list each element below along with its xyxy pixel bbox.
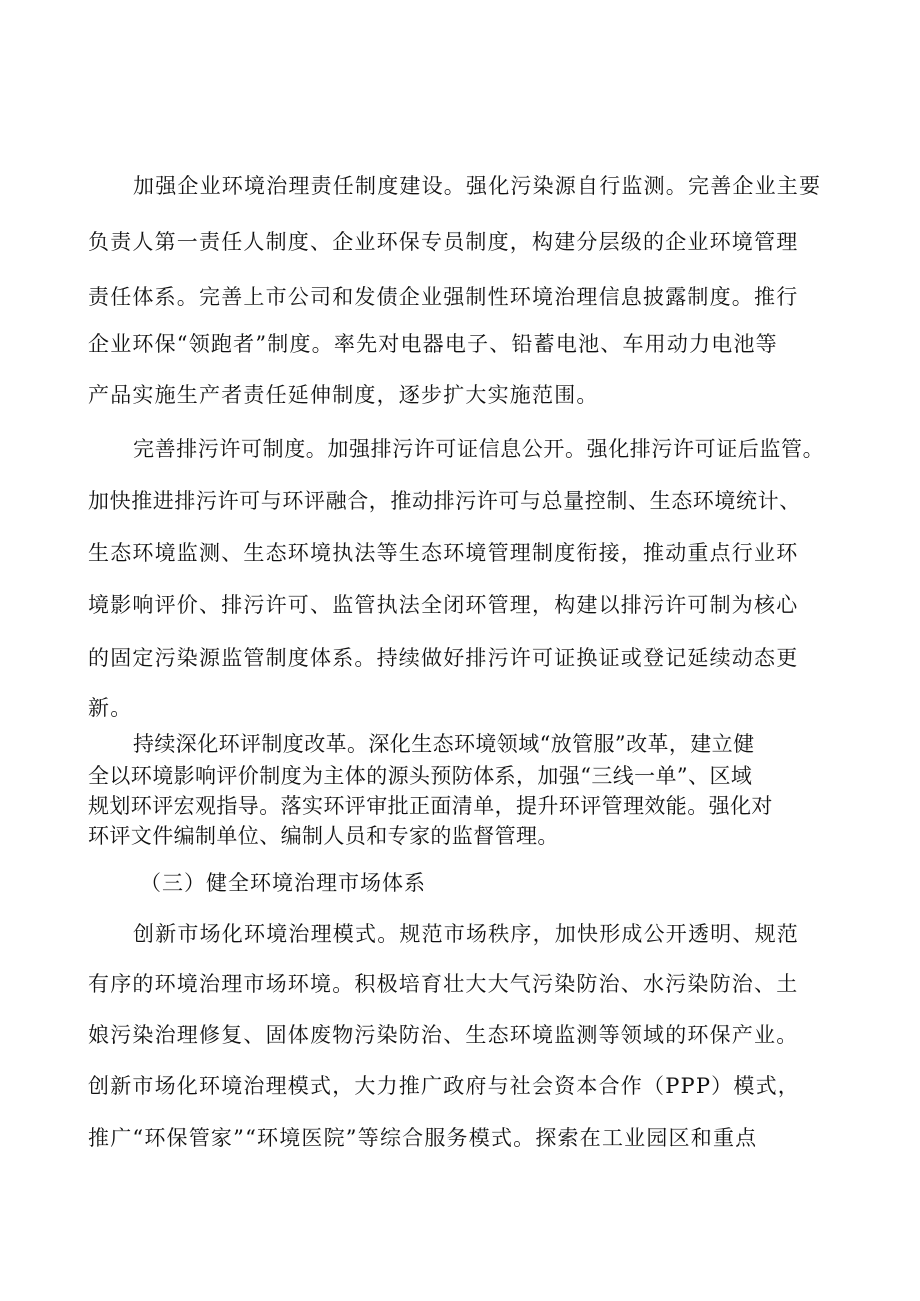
paragraph-line: 创新市场化环境治理模式，大力推广政府与社会资本合作（PPP）模式， [88, 1074, 800, 1098]
paragraph-line: 环评文件编制单位、编制人员和专家的监督管理。 [88, 824, 559, 848]
paragraph-line: 产品实施生产者责任延伸制度，逐步扩大实施范围。 [88, 383, 599, 407]
paragraph-line: 新。 [88, 696, 133, 720]
paragraph-line: 加强企业环境治理责任制度建设。强化污染源自行监测。完善企业主要 [133, 174, 822, 198]
paragraph-line: 娘污染治理修复、固体废物污染防治、生态环境监测等领域的环保产业。 [88, 1023, 799, 1047]
paragraph-line: 加快推进排污许可与环评融合，推动排污许可与总量控制、生态环境统计、 [88, 489, 801, 513]
paragraph-line: 全以环境影响评价制度为主体的源头预防体系，加强“三线一单”、区域 [88, 764, 753, 788]
paragraph-line: 创新市场化环境治理模式。规范市场秩序，加快形成公开透明、规范 [133, 922, 799, 946]
paragraph-line: 持续深化环评制度改革。深化生态环境领域“放管服”改革，建立健 [133, 732, 755, 756]
paragraph-line: 规划环评宏观指导。落实环评审批正面清单，提升环评管理效能。强化对 [88, 794, 773, 818]
paragraph-line: 的固定污染源监管制度体系。持续做好排污许可证换证或登记延续动态更 [88, 646, 799, 670]
paragraph-line: 负责人第一责任人制度、企业环保专员制度，构建分层级的企业环境管理 [88, 230, 799, 254]
paragraph-line: 完善排污许可制度。加强排污许可证信息公开。强化排污许可证后监管。 [133, 437, 825, 461]
paragraph-line: 责任体系。完善上市公司和发债企业强制性环境治理信息披露制度。推行 [88, 285, 799, 309]
paragraph-line: 有序的环境治理市场环境。积极培育壮大大气污染防治、水污染防治、土 [88, 972, 799, 996]
paragraph-line: 境影响评价、排污许可、监管执法全闭环管理，构建以排污许可制为核心 [88, 593, 799, 617]
paragraph-line: 生态环境监测、生态环境执法等生态环境管理制度衔接，推动重点行业环 [88, 541, 799, 565]
section-heading: （三）健全环境治理市场体系 [140, 871, 426, 895]
paragraph-line: 推广“环保管家”“环境医院”等综合服务模式。探索在工业园区和重点 [88, 1126, 758, 1150]
paragraph-line: 企业环保“领跑者”制度。率先对电器电子、铅蓄电池、车用动力电池等 [88, 332, 778, 356]
